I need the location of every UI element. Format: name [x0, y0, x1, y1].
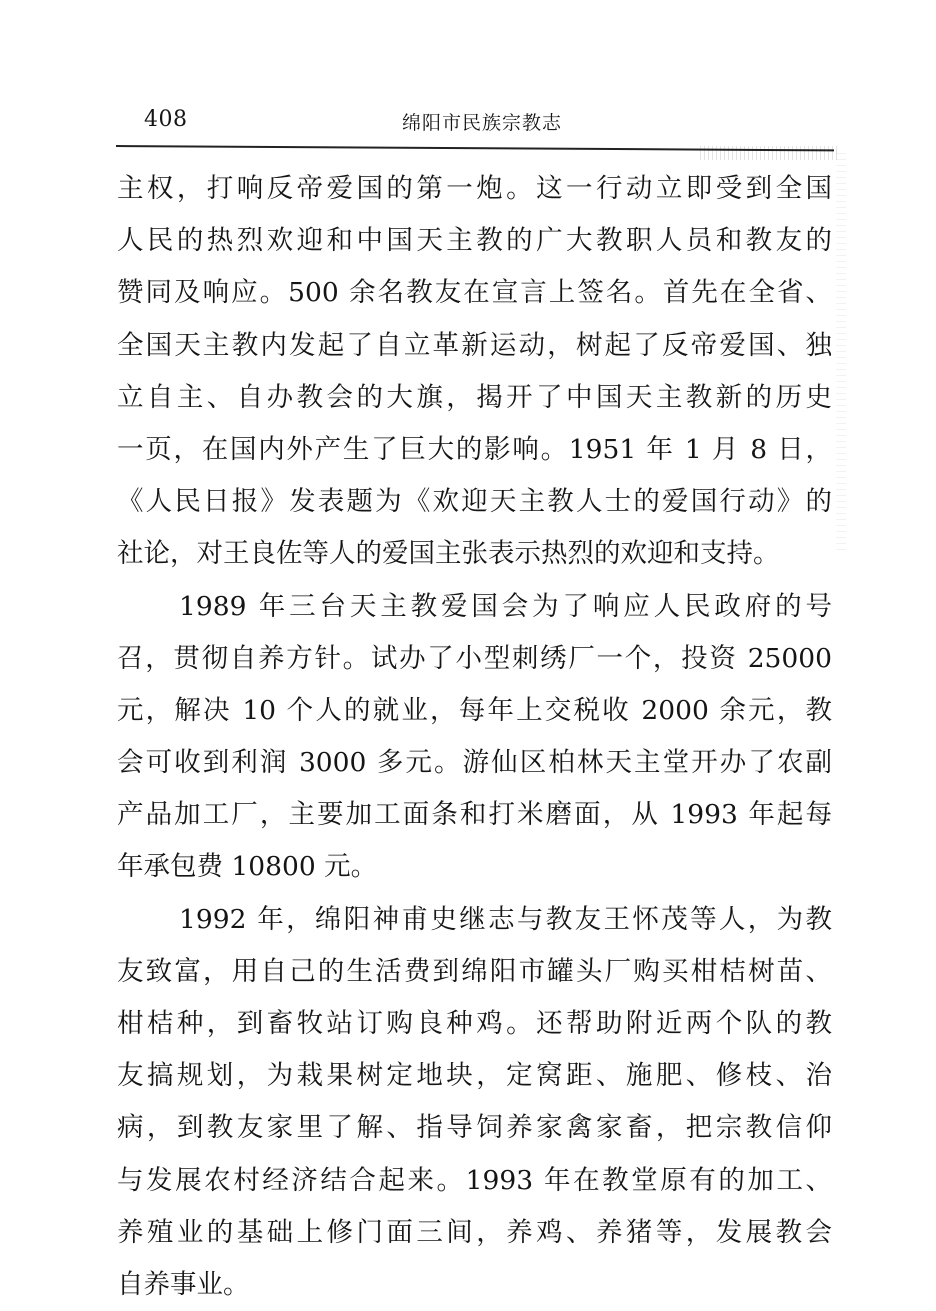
text-line: 《人民日报》发表题为《欢迎天主教人士的爱国行动》的	[117, 486, 832, 518]
body-text	[117, 163, 832, 1311]
text-line: 元，解决 10 个人的就业，每年上交税收 2000 余元，教	[117, 694, 832, 726]
text-line: 产品加工厂，主要加工面条和打米磨面，从 1993 年起每	[117, 799, 832, 831]
text-line: 全国天主教内发起了自立革新运动，树起了反帝爱国、独	[117, 329, 832, 361]
text-line: 召，贯彻自养方针。试办了小型刺绣厂一个，投资 25000	[117, 642, 832, 674]
text-line: 病，到教友家里了解、指导饲养家禽家畜，把宗教信仰	[117, 1112, 832, 1144]
text-line: 与发展农村经济结合起来。1993 年在教堂原有的加工、	[117, 1164, 832, 1196]
paragraph-start-line: 1989 年三台天主教爱国会为了响应人民政府的号	[179, 590, 832, 622]
page-number: 408	[144, 107, 188, 132]
text-line: 友搞规划，为栽果树定地块，定窝距、施肥、修枝、治	[117, 1060, 832, 1092]
text-line: 柑桔种，到畜牧站订购良种鸡。还帮助附近两个队的教	[117, 1008, 832, 1039]
text-line: 一页，在国内外产生了巨大的影响。1951 年 1 月 8 日，	[117, 433, 832, 465]
text-line: 立自主、自办教会的大旗，揭开了中国天主教新的历史	[117, 381, 832, 413]
text-line: 主权，打响反帝爱国的第一炮。这一行动立即受到全国	[117, 173, 832, 204]
text-line: 赞同及响应。500 余名教友在宣言上签名。首先在全省、	[117, 277, 832, 309]
scan-speckle	[700, 146, 840, 160]
text-line: 人民的热烈欢迎和中国天主教的广大教职人员和教友的	[117, 225, 832, 257]
text-line: 社论，对王良佐等人的爱国主张表示热烈的欢迎和支持。	[117, 538, 780, 570]
paragraph-start-line: 1992 年，绵阳神甫史继志与教友王怀茂等人，为教	[179, 903, 832, 935]
text-line: 友致富，用自己的生活费到绵阳市罐头厂购买柑桔树苗、	[117, 955, 832, 987]
scan-edge-noise	[836, 150, 846, 550]
text-line: 自养事业。	[117, 1268, 250, 1300]
text-line: 会可收到利润 3000 多元。游仙区柏林天主堂开办了农副	[117, 747, 832, 779]
text-line: 养殖业的基础上修门面三间，养鸡、养猪等，发展教会	[117, 1216, 832, 1248]
text-line: 年承包费 10800 元。	[117, 851, 378, 883]
running-title: 绵阳市民族宗教志	[402, 112, 563, 134]
